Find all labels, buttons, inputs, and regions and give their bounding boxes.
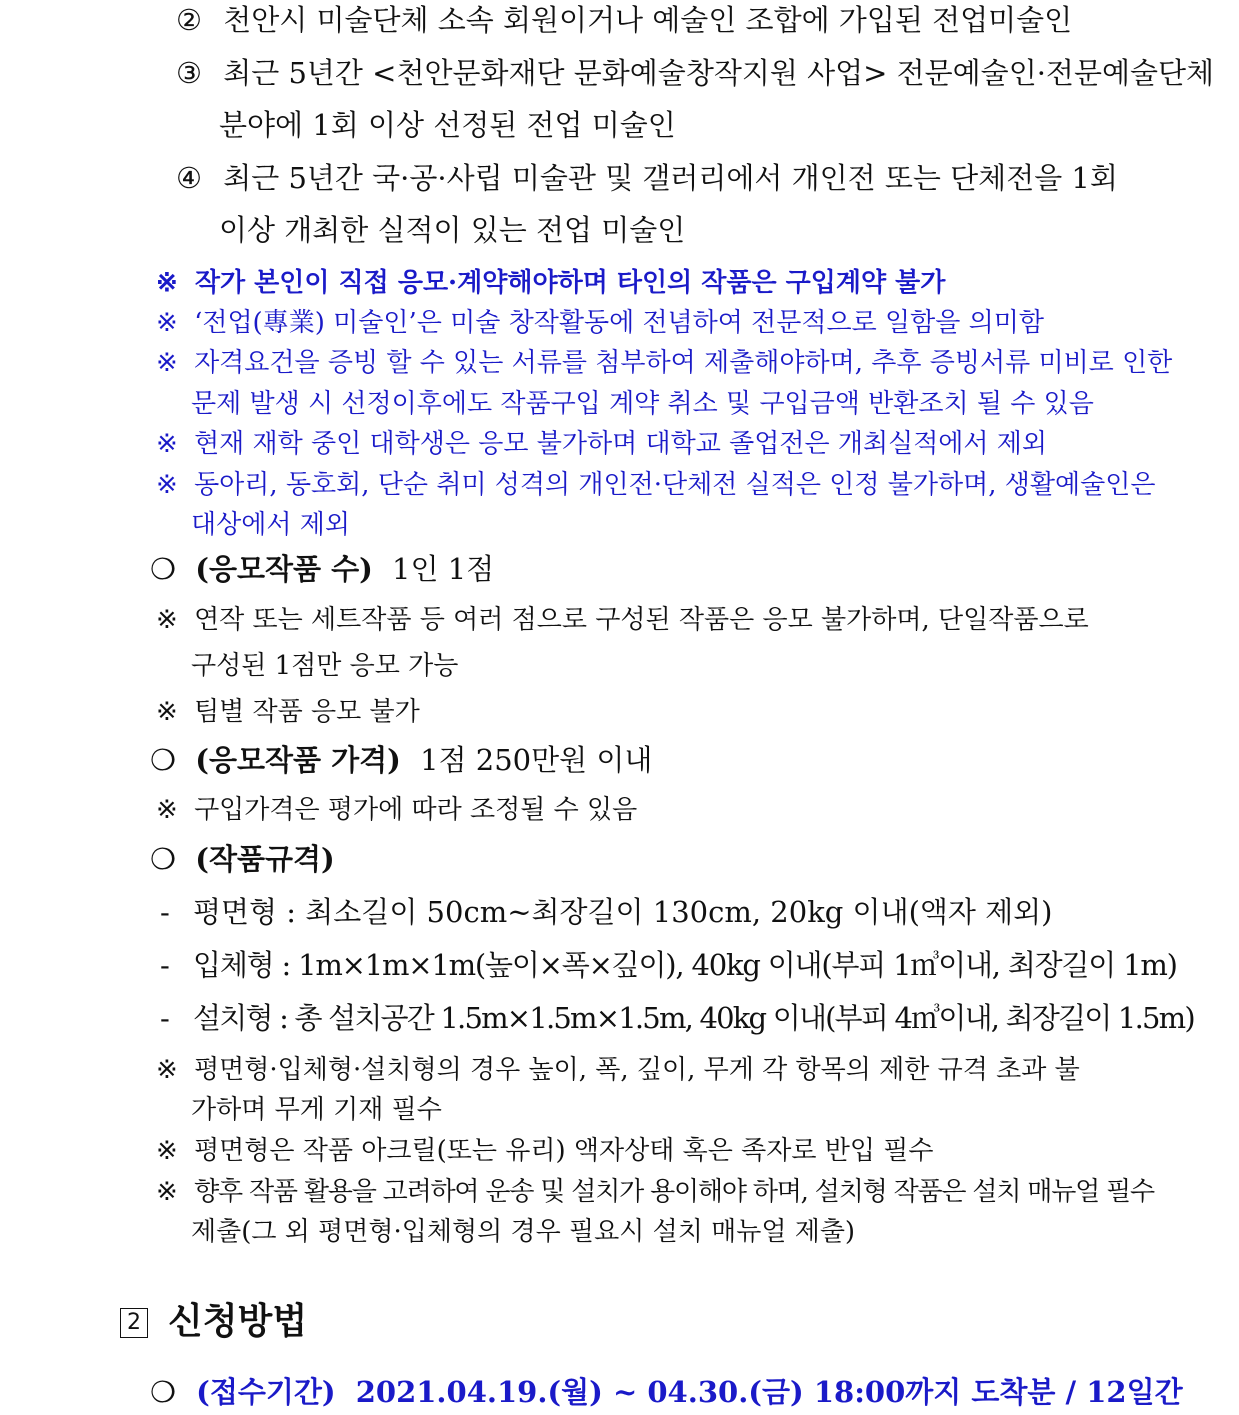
note-marker: ※ — [156, 429, 178, 459]
note-item — [156, 350, 1172, 376]
note-text-continued: 제출(그 외 평면형·입체형의 경우 필요시 설치 매뉴얼 제출) — [191, 1217, 856, 1247]
note-marker: ※ — [156, 1136, 178, 1166]
count-label: (응모작품 수) — [195, 552, 373, 586]
dash-marker: - — [160, 895, 170, 929]
reception-value: 2021.04.19.(월) ~ 04.30.(금) 18:00까지 도착분 / 12일간 — [355, 1375, 1183, 1409]
note-marker: ※ — [156, 348, 178, 378]
note-marker: ※ — [156, 1177, 178, 1207]
section-number-box: 2 — [120, 1308, 148, 1338]
note-text-continued: 대상에서 제외 — [191, 510, 350, 540]
count-bullet — [150, 552, 495, 586]
note-item — [156, 699, 420, 725]
note-text: 현재 재학 중인 대학생은 응모 불가하며 대학교 졸업전은 개최실적에서 제외 — [194, 429, 1048, 459]
reception-label: (접수기간) — [196, 1375, 336, 1409]
price-label: (응모작품 가격) — [195, 743, 401, 777]
dash-marker: - — [160, 1001, 170, 1035]
note-marker: ※ — [156, 795, 178, 825]
note-item — [156, 607, 1089, 633]
note-marker: ※ — [156, 697, 178, 727]
note-text: 동아리, 동호회, 단순 취미 성격의 개인전·단체전 실적은 인정 불가하며, 생활예술인은 — [194, 470, 1156, 500]
note-item — [156, 310, 1044, 336]
item-marker: ③ — [176, 56, 202, 90]
note-item — [156, 270, 945, 296]
eligibility-item — [176, 161, 1118, 195]
note-item — [156, 1179, 1154, 1205]
spec-item-text: 평면형 : 최소길이 50cm~최장길이 130cm, 20kg 이내(액자 제외) — [193, 895, 1053, 929]
note-text-continued: 가하며 무게 기재 필수 — [191, 1095, 442, 1125]
section-heading — [120, 1301, 308, 1342]
note-item — [156, 1138, 933, 1164]
reception-bullet — [150, 1375, 1183, 1409]
circle-bullet-icon: ❍ — [150, 1375, 176, 1409]
section-title: 신청방법 — [168, 1301, 308, 1342]
note-item — [156, 1057, 1080, 1083]
item-marker: ② — [176, 3, 202, 37]
note-text: 향후 작품 활용을 고려하여 운송 및 설치가 용이해야 하며, 설치형 작품은 설치 매뉴얼 필수 — [194, 1177, 1154, 1207]
note-text: 자격요건을 증빙 할 수 있는 서류를 첨부하여 제출해야하며, 추후 증빙서류 미비로 인한 — [194, 348, 1173, 378]
note-text: 연작 또는 세트작품 등 여러 점으로 구성된 작품은 응모 불가하며, 단일작품으로 — [194, 605, 1089, 635]
note-marker: ※ — [156, 308, 178, 338]
note-marker: ※ — [156, 605, 178, 635]
note-text: 평면형·입체형·설치형의 경우 높이, 폭, 깊이, 무게 각 항목의 제한 규격 초과 불 — [194, 1055, 1080, 1085]
spec-bullet — [150, 842, 335, 876]
note-item — [156, 797, 637, 823]
spec-item-text: 입체형 : 1m×1m×1m(높이×폭×깊이), 40kg 이내(부피 1㎥이내, 최장길이 1m) — [193, 948, 1177, 982]
note-text: 팀별 작품 응모 불가 — [194, 697, 420, 727]
item-marker: ④ — [176, 161, 202, 195]
note-text: 평면형은 작품 아크릴(또는 유리) 액자상태 혹은 족자로 반입 필수 — [194, 1136, 934, 1166]
item-text-continued: 이상 개최한 실적이 있는 전업 미술인 — [219, 213, 686, 247]
count-value: 1인 1점 — [392, 552, 495, 586]
item-text: 천안시 미술단체 소속 회원이거나 예술인 조합에 가입된 전업미술인 — [223, 3, 1073, 37]
spec-item — [160, 948, 1177, 982]
item-text: 최근 5년간 <천안문화재단 문화예술창작지원 사업> 전문예술인·전문예술단체 — [223, 56, 1215, 90]
note-item — [156, 431, 1047, 457]
dash-marker: - — [160, 948, 170, 982]
item-text: 최근 5년간 국·공·사립 미술관 및 갤러리에서 개인전 또는 단체전을 1회 — [223, 161, 1118, 195]
spec-label: (작품규격) — [195, 842, 335, 876]
eligibility-item — [176, 3, 1073, 37]
note-marker: ※ — [156, 470, 178, 500]
circle-bullet-icon: ❍ — [150, 842, 176, 876]
price-bullet — [150, 743, 653, 777]
spec-item-text: 설치형 : 총 설치공간 1.5m×1.5m×1.5m, 40kg 이내(부피 4㎥이내, 최장길이 1.5m) — [193, 1001, 1194, 1035]
spec-item — [160, 895, 1053, 929]
item-text-continued: 분야에 1회 이상 선정된 전업 미술인 — [219, 108, 676, 142]
spec-item — [160, 1001, 1194, 1035]
price-value: 1점 250만원 이내 — [420, 743, 653, 777]
circle-bullet-icon: ❍ — [150, 552, 176, 586]
note-item — [156, 472, 1155, 498]
circle-bullet-icon: ❍ — [150, 743, 176, 777]
note-marker: ※ — [156, 1055, 178, 1085]
note-text: 작가 본인이 직접 응모·계약해야하며 타인의 작품은 구입계약 불가 — [194, 268, 946, 298]
note-text: ‘전업(專業) 미술인’은 미술 창작활동에 전념하여 전문적으로 일함을 의미함 — [194, 308, 1044, 338]
note-text: 구입가격은 평가에 따라 조정될 수 있음 — [194, 795, 638, 825]
note-text-continued: 문제 발생 시 선정이후에도 작품구입 계약 취소 및 구입금액 반환조치 될 수 있음 — [191, 389, 1094, 419]
eligibility-item — [176, 56, 1215, 90]
note-marker: ※ — [156, 268, 178, 298]
note-text-continued: 구성된 1점만 응모 가능 — [191, 651, 459, 681]
